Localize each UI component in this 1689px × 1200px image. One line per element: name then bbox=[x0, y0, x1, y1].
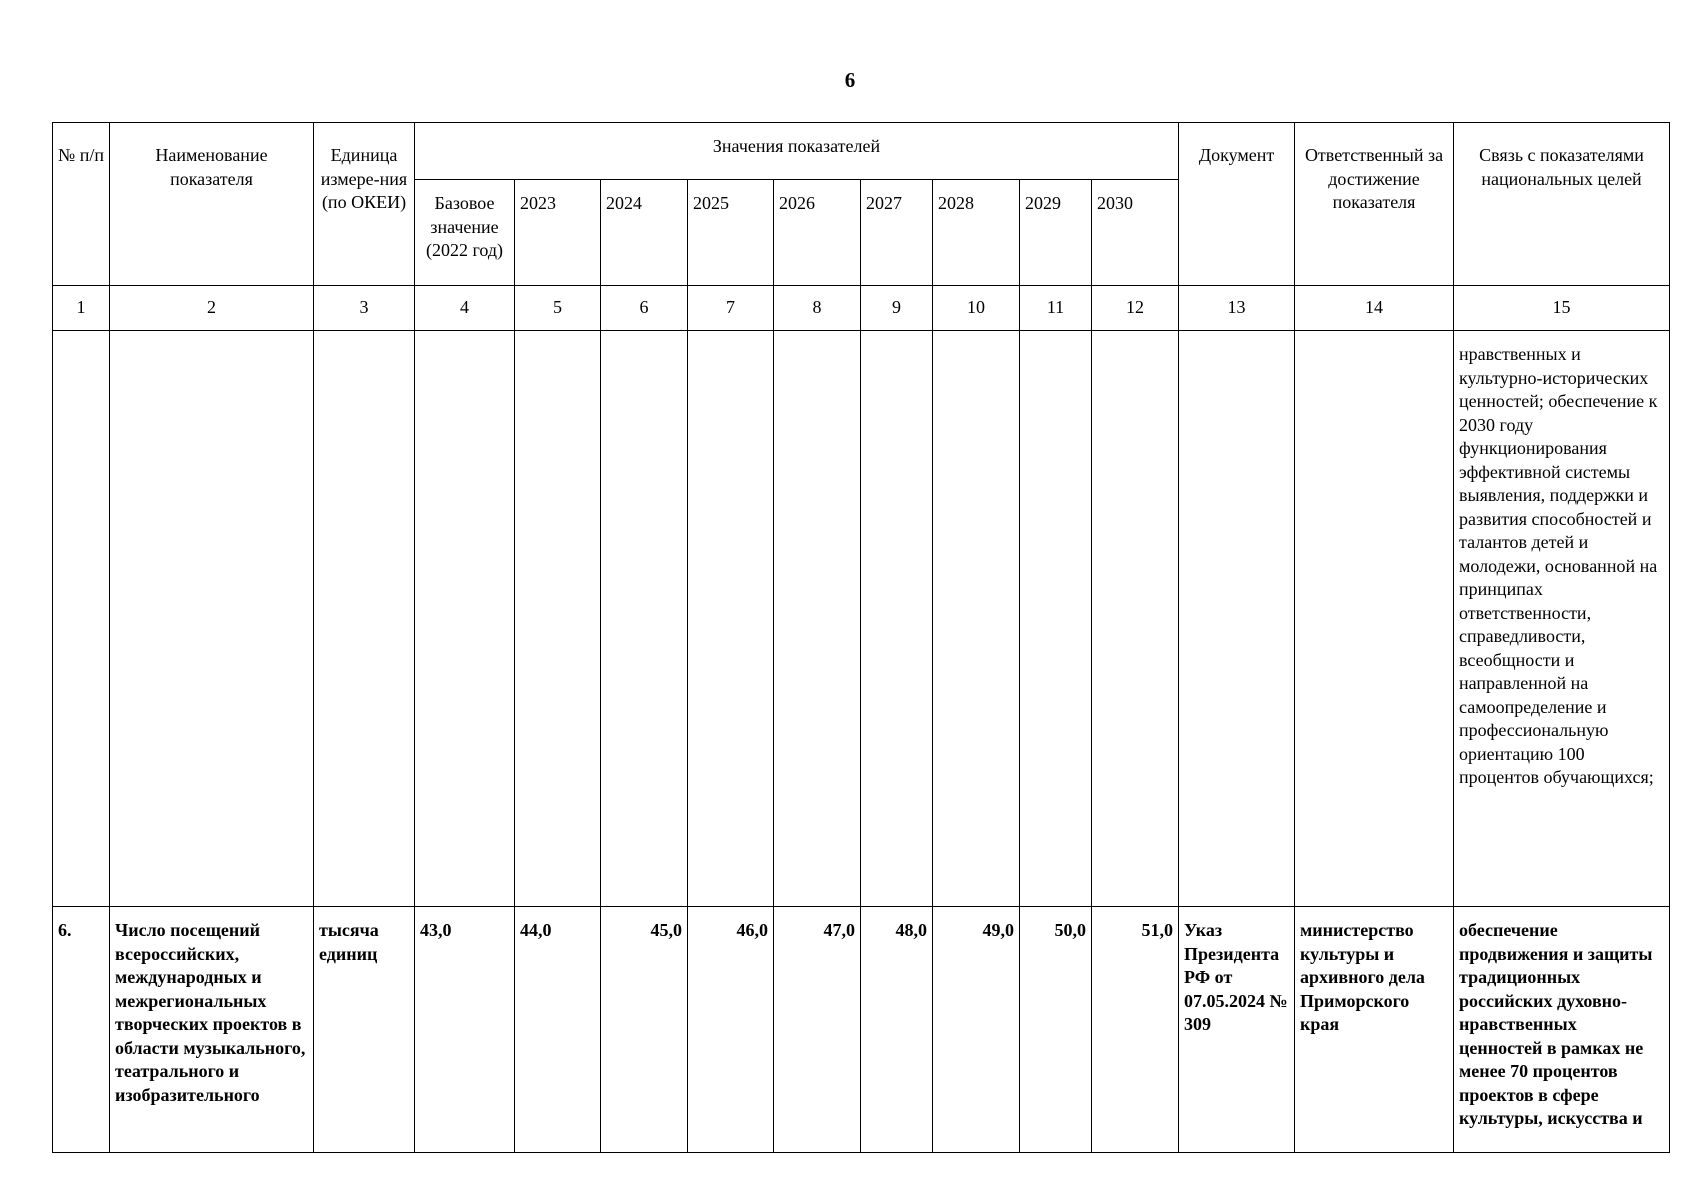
indicators-table bbox=[52, 122, 1670, 1153]
row-unit: тысяча единиц bbox=[314, 907, 415, 1153]
column-numbers-row bbox=[53, 286, 1670, 331]
empty-cell bbox=[933, 331, 1020, 907]
column-number: 6 bbox=[601, 286, 688, 331]
row-value-2023: 44,0 bbox=[515, 907, 601, 1153]
table-row bbox=[53, 907, 1670, 1153]
column-number: 11 bbox=[1020, 286, 1092, 331]
row-value-2028: 49,0 bbox=[933, 907, 1020, 1153]
empty-cell bbox=[110, 331, 314, 907]
header-year: 2023 bbox=[515, 180, 601, 286]
header-unit: Единица измере-ния (по ОКЕИ) bbox=[314, 123, 415, 286]
continuation-link-text: нравственных и культурно-исторических ценностей; обеспечение к 2030 году функционирования эффективной системы выявления, поддержки и развития способностей и талантов детей и молодежи, основанной на принципах ответственности, справедливости, всеобщности и направленной на самоопределение и профессиональную ориентацию 100 процентов обучающихся; bbox=[1454, 331, 1670, 907]
row-value-2029: 50,0 bbox=[1020, 907, 1092, 1153]
column-number: 12 bbox=[1092, 286, 1179, 331]
row-link: обеспечение продвижения и защиты традиционных российских духовно-нравственных ценностей в рамках не менее 70 процентов проектов в сфере культуры, искусства и bbox=[1454, 907, 1670, 1153]
empty-cell bbox=[415, 331, 515, 907]
row-name: Число посещений всероссийских, международных и межрегиональных творческих проектов в области музыкального, театрального и изобразительного bbox=[110, 907, 314, 1153]
column-number: 1 bbox=[53, 286, 110, 331]
empty-cell bbox=[1020, 331, 1092, 907]
row-responsible: министерство культуры и архивного дела Приморского края bbox=[1295, 907, 1454, 1153]
empty-cell bbox=[861, 331, 933, 907]
empty-cell bbox=[774, 331, 861, 907]
empty-cell bbox=[601, 331, 688, 907]
header-year: 2025 bbox=[688, 180, 774, 286]
column-number: 3 bbox=[314, 286, 415, 331]
header-year: 2028 bbox=[933, 180, 1020, 286]
column-number: 15 bbox=[1454, 286, 1670, 331]
empty-cell bbox=[515, 331, 601, 907]
header-year: 2026 bbox=[774, 180, 861, 286]
header-year: 2024 bbox=[601, 180, 688, 286]
header-year: 2030 bbox=[1092, 180, 1179, 286]
header-base: Базовое значение (2022 год) bbox=[415, 180, 515, 286]
header-name: Наименование показателя bbox=[110, 123, 314, 286]
header-year: 2029 bbox=[1020, 180, 1092, 286]
column-number: 14 bbox=[1295, 286, 1454, 331]
empty-cell bbox=[1092, 331, 1179, 907]
header-year: 2027 bbox=[861, 180, 933, 286]
row-document: Указ Президента РФ от 07.05.2024 № 309 bbox=[1179, 907, 1295, 1153]
empty-cell bbox=[1179, 331, 1295, 907]
continuation-row bbox=[53, 331, 1670, 907]
header-row-1 bbox=[53, 123, 1670, 180]
row-value-2027: 48,0 bbox=[861, 907, 933, 1153]
page-number: 6 bbox=[844, 68, 856, 92]
column-number: 10 bbox=[933, 286, 1020, 331]
column-number: 2 bbox=[110, 286, 314, 331]
header-num: № п/п bbox=[53, 123, 110, 286]
header-values-group: Значения показателей bbox=[415, 123, 1179, 180]
row-num: 6. bbox=[53, 907, 110, 1153]
row-value-2024: 45,0 bbox=[601, 907, 688, 1153]
header-document: Документ bbox=[1179, 123, 1295, 286]
empty-cell bbox=[688, 331, 774, 907]
row-base-value: 43,0 bbox=[415, 907, 515, 1153]
empty-cell bbox=[1295, 331, 1454, 907]
row-value-2030: 51,0 bbox=[1092, 907, 1179, 1153]
row-value-2025: 46,0 bbox=[688, 907, 774, 1153]
row-value-2026: 47,0 bbox=[774, 907, 861, 1153]
column-number: 8 bbox=[774, 286, 861, 331]
column-number: 5 bbox=[515, 286, 601, 331]
column-number: 9 bbox=[861, 286, 933, 331]
column-number: 7 bbox=[688, 286, 774, 331]
column-number: 4 bbox=[415, 286, 515, 331]
empty-cell bbox=[314, 331, 415, 907]
empty-cell bbox=[53, 331, 110, 907]
header-responsible: Ответственный за достижение показателя bbox=[1295, 123, 1454, 286]
header-link: Связь с показателями национальных целей bbox=[1454, 123, 1670, 286]
column-number: 13 bbox=[1179, 286, 1295, 331]
